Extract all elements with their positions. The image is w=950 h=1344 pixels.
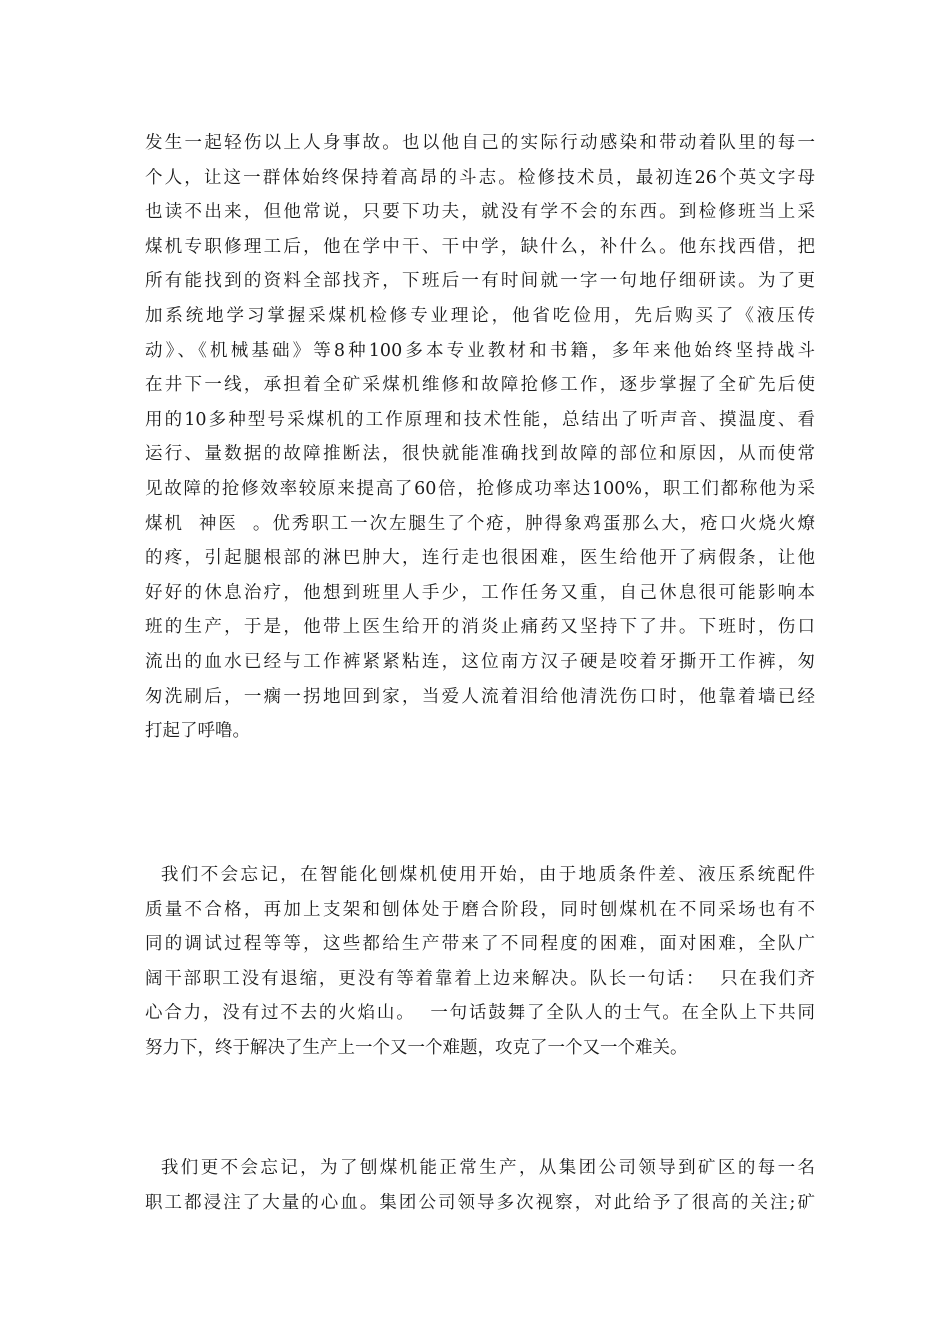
text-line: 发生一起轻伤以上人身事故。也以他自己的实际行动感染和带动着队里的每一 bbox=[145, 133, 815, 153]
text-line: 用的10多种型号采煤机的工作原理和技术性能，总结出了听声音、摸温度、看 bbox=[145, 409, 815, 430]
paragraph-3 bbox=[145, 1151, 815, 1220]
text-line: 质量不合格，再加上支架和刨体处于磨合阶段，同时刨煤机在不同采场也有不 bbox=[145, 899, 815, 920]
text-line: 我们更不会忘记，为了刨煤机能正常生产，从集团公司领导到矿区的每一名 bbox=[145, 1158, 815, 1178]
text-line: 煤机 神医 。优秀职工一次左腿生了个疮，肿得象鸡蛋那么大，疮口火烧火燎 bbox=[145, 513, 815, 534]
text-line: 班的生产，于是，他带上医生给开的消炎止痛药又坚持下了井。下班时，伤口 bbox=[145, 617, 815, 638]
text-line: 我们不会忘记，在智能化刨煤机使用开始，由于地质条件差、液压系统配件 bbox=[145, 865, 815, 885]
text-line: 的疼，引起腿根部的淋巴肿大，连行走也很困难，医生给他开了病假条，让他 bbox=[145, 548, 815, 569]
text-line: 运行、量数据的故障推断法，很快就能准确找到故障的部位和原因，从而使常 bbox=[145, 444, 815, 465]
text-line-last: 努力下，终于解决了生产上一个又一个难题，攻克了一个又一个难关。 bbox=[145, 1037, 688, 1058]
text-line: 同的调试过程等等，这些都给生产带来了不同程度的困难，面对困难，全队广 bbox=[145, 934, 815, 955]
text-line: 在井下一线，承担着全矿采煤机维修和故障抢修工作，逐步掌握了全矿先后使 bbox=[145, 375, 815, 396]
text-line: 动》、《机械基础》等8种100多本专业教材和书籍，多年来他始终坚持战斗 bbox=[145, 340, 815, 361]
text-line: 匆洗刷后，一瘸一拐地回到家，当爱人流着泪给他清洗伤口时，他靠着墙已经 bbox=[145, 686, 815, 707]
text-line: 所有能找到的资料全部找齐，下班后一有时间就一字一句地仔细研读。为了更 bbox=[145, 271, 815, 292]
text-line: 个人，让这一群体始终保持着高昂的斗志。检修技术员，最初连26个英文字母 bbox=[145, 167, 815, 188]
text-line: 煤机专职修理工后，他在学中干、干中学，缺什么，补什么。他东找西借，把 bbox=[145, 236, 815, 257]
text-line: 职工都浸注了大量的心血。集团公司领导多次视察，对此给予了很高的关注;矿 bbox=[145, 1192, 815, 1213]
text-line: 阔干部职工没有退缩，更没有等着靠着上边来解决。队长一句话： 只在我们齐 bbox=[145, 968, 815, 989]
text-line: 见故障的抢修效率较原来提高了60倍，抢修成功率达100%，职工们都称他为采 bbox=[145, 478, 815, 499]
text-line-last: 打起了呼噜。 bbox=[145, 721, 250, 742]
text-line: 加系统地学习掌握采煤机检修专业理论，他省吃俭用，先后购买了《液压传 bbox=[145, 305, 815, 326]
paragraph-2 bbox=[145, 858, 815, 1066]
text-line: 也读不出来，但他常说，只要下功夫，就没有学不会的东西。到检修班当上采 bbox=[145, 202, 815, 223]
text-line: 心合力，没有过不去的火焰山。 一句话鼓舞了全队人的士气。在全队上下共同 bbox=[145, 1003, 815, 1024]
text-line: 流出的血水已经与工作裤紧紧粘连，这位南方汉子硬是咬着牙撕开工作裤，匆 bbox=[145, 651, 815, 672]
text-line: 好好的休息治疗，他想到班里人手少，工作任务又重，自己休息很可能影响本 bbox=[145, 582, 815, 603]
paragraph-1 bbox=[145, 126, 815, 749]
